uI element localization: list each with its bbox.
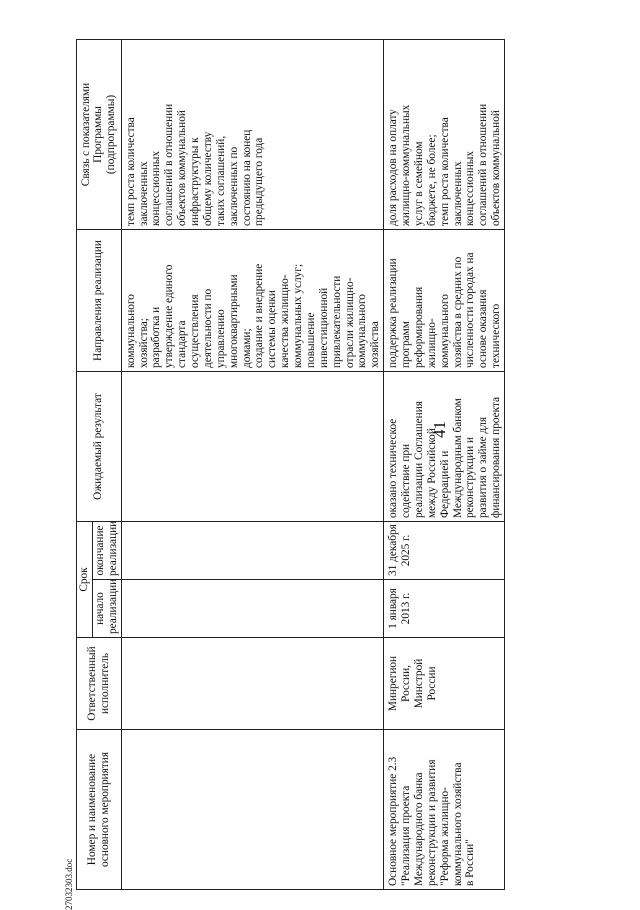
cell-directions-row1: коммунального хозяйства; разработка и утверждение единого стандарта осуществления деятельности по управлению многоквартирными домами; создание и внедрение системы оценки качества жилищно- коммунальных услуг; повышение инвестиционной привлекательности отрасли жилищно- коммунального хозяйства	[121, 229, 384, 371]
cell-executor-empty	[121, 638, 384, 730]
cell-link-row1: темп роста количества заключенных концессионных соглашений в отношении объектов коммунальной инфраструктуры к общему количеству таких соглашений, заключенных по состоянию на конец предыдущего года	[121, 39, 384, 229]
cell-start-empty	[121, 580, 384, 638]
header-executor: Ответственный исполнитель	[77, 638, 122, 730]
cell-name-row2: Основное мероприятие 2.3 "Реализация проекта Международного банка реконструкции и развития "Реформа жилищно- коммунального хозяйства в России"	[384, 730, 505, 890]
cell-end-empty	[121, 521, 384, 579]
footer-filename: 27032303.doc	[64, 858, 74, 910]
header-start: начало реализации	[92, 580, 121, 638]
table-row	[384, 39, 505, 889]
cell-name-empty	[121, 730, 384, 890]
header-link: Связь с показателями Программы (подпрограммы)	[77, 39, 122, 229]
cell-result-empty	[121, 371, 384, 521]
header-result: Ожидаемый результат	[77, 371, 122, 521]
cell-executor-row2: Минрегион России, Минстрой России	[384, 638, 505, 730]
header-name: Номер и наименование основного мероприятия	[77, 730, 122, 890]
measures-table	[76, 39, 505, 890]
header-directions: Направления реализации	[77, 229, 122, 371]
header-term: Срок	[77, 521, 93, 637]
cell-result-row2: оказано техническое содействие при реализации Соглашения между Российской Федерацией и Международным банком реконструкции и развития о займе для финансирования проекта	[384, 371, 505, 521]
table-row	[121, 39, 384, 889]
header-end: окончание реализации	[92, 521, 121, 579]
page-number: 41	[430, 421, 449, 438]
rotated-table-page	[76, 40, 576, 890]
cell-start-row2: 1 января 2013 г.	[384, 580, 505, 638]
cell-end-row2: 31 декабря 2025 г.	[384, 521, 505, 579]
cell-directions-row2: поддержка реализации программ реформирования жилищно- коммунального хозяйства в средних по численности городах на основе оказания технического	[384, 229, 505, 371]
cell-link-row2: доля расходов на оплату жилищно-коммунальных услуг в семейном бюджете, не более; темп роста количества заключенных концессионных соглашений в отношении объектов коммунальной	[384, 39, 505, 229]
